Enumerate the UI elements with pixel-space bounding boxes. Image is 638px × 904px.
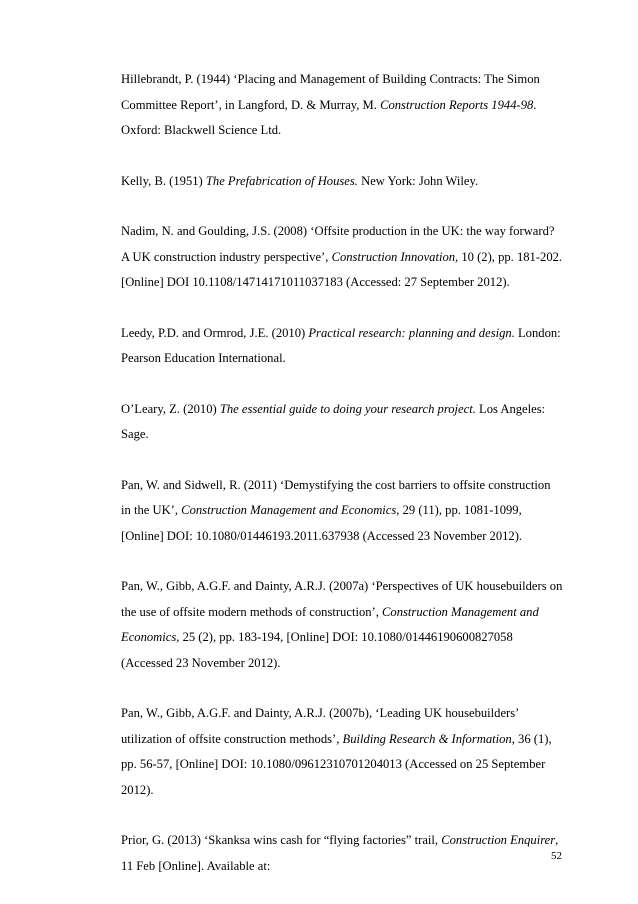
reference-entry (121, 701, 563, 803)
reference-text: . Oxford: Blackwell Science Ltd. (121, 97, 537, 137)
reference-title-italic: Practical research: planning and design. (308, 325, 515, 340)
reference-entry (121, 67, 563, 144)
reference-text: O’Leary, Z. (2010) (121, 401, 220, 416)
reference-text: Pan, W. and Sidwell, R. (2011) ‘Demystifying the cost barriers to offsite construction in the UK’, (121, 477, 551, 517)
reference-text: Pan, W., Gibb, A.G.F. and Dainty, A.R.J. (2007a) ‘Perspectives of UK housebuilders on the use of offsite modern methods of construction’, (121, 579, 563, 619)
reference-entry (121, 473, 563, 550)
reference-title-italic: Construction Management and Economics (181, 503, 397, 517)
reference-text: Hillebrandt, P. (1944) ‘Placing and Management of Building Contracts: The Simon Committee Report’, in Langford, D. & Murray, M. (121, 72, 540, 112)
reference-text: Nadim, N. and Goulding, J.S. (2008) ‘Offsite production in the UK: the way forward? A UK construction industry perspective’, (121, 224, 555, 264)
reference-entry (121, 219, 563, 296)
reference-text: , 25 (2), pp. 183-194, [Online] DOI: 10.1080/01446190600827058 (Accessed 23 November 2012). (121, 630, 513, 670)
reference-text: , 29 (11), pp. 1081-1099, [Online] DOI: 10.1080/01446193.2011.637938 (Accessed 23 November 2012). (121, 503, 523, 543)
page-number: 52 (551, 850, 562, 862)
reference-text: New York: John Wiley. (357, 173, 479, 188)
reference-text: Prior, G. (2013) ‘Skanksa wins cash for “flying factories” trail, (121, 833, 442, 847)
reference-title-italic: Construction Management and Economics (121, 604, 539, 644)
reference-text: Leedy, P.D. and Ormrod, J.E. (2010) (121, 325, 309, 340)
reference-list (121, 67, 563, 904)
reference-text: London: Pearson Education International. (121, 325, 561, 365)
reference-title-italic: Building Research & Information (342, 731, 512, 746)
reference-entry (121, 169, 563, 195)
reference-text: , 36 (1), pp. 56-57, [Online] DOI: 10.1080/09612310701204013 (Accessed on 25 September 2012). (121, 731, 552, 797)
reference-text: Los Angeles: Sage. (121, 401, 546, 441)
reference-entry (121, 321, 563, 372)
reference-text: Kelly, B. (1951) (121, 173, 206, 188)
reference-entry (121, 397, 563, 448)
reference-text: , 11 Feb [Online]. Available at: (121, 833, 559, 873)
reference-entry (121, 828, 563, 879)
reference-title-italic: The Prefabrication of Houses. (205, 173, 358, 188)
reference-text: , 10 (2), pp. 181-202. [Online] DOI 10.1108/14714171011037183 (Accessed: 27 September 2012). (121, 249, 563, 289)
reference-entry (121, 574, 563, 676)
reference-title-italic: Construction Innovation (331, 249, 456, 264)
reference-title-italic: The essential guide to doing your research project. (219, 401, 476, 416)
reference-text: Pan, W., Gibb, A.G.F. and Dainty, A.R.J. (2007b), ‘Leading UK housebuilders’ utilization of offsite construction methods’, (121, 706, 519, 746)
reference-title-italic: Construction Enquirer (441, 833, 556, 847)
reference-title-italic: Construction Reports 1944-98 (380, 97, 534, 112)
